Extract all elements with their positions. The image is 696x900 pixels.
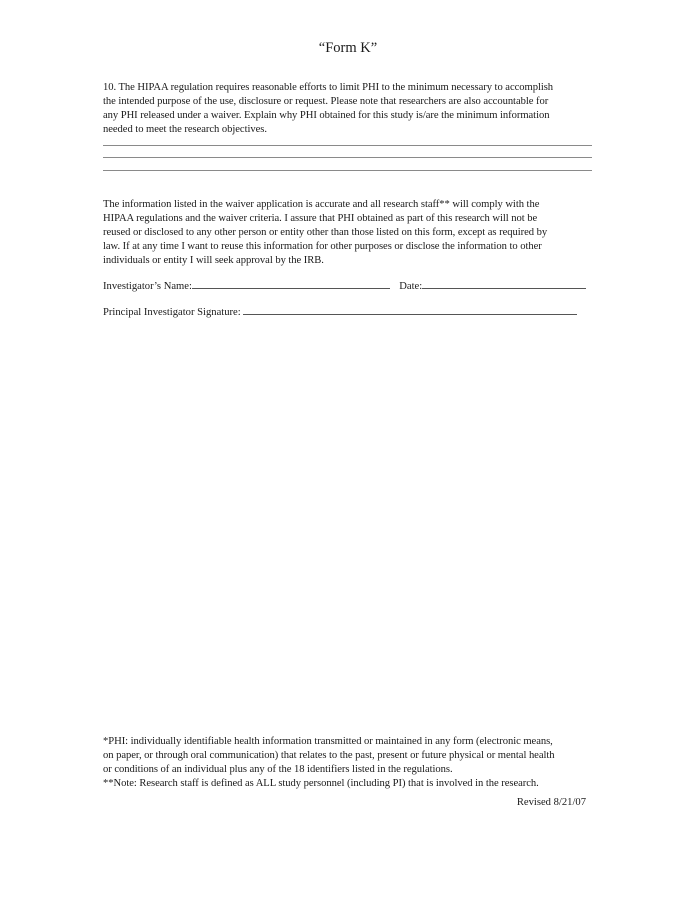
investigator-name-field[interactable] <box>192 277 390 289</box>
question-10-line: the intended purpose of the use, disclosure or request. Please note that researchers are also accountable for <box>103 95 549 107</box>
assurance-line: The information listed in the waiver application is accurate and all research staff** will comply with the <box>103 199 540 210</box>
answer-line-2[interactable] <box>103 157 592 158</box>
investigator-name-label: Investigator’s Name: <box>103 281 192 292</box>
answer-line-1[interactable] <box>103 145 592 146</box>
assurance-statement <box>103 198 595 268</box>
revision-date: Revised 8/21/07 <box>516 797 586 808</box>
footnote-line: on paper, or through oral communication) that relates to the past, present or future physical or mental health <box>103 749 555 761</box>
footnotes <box>103 735 598 791</box>
pi-signature-row <box>103 303 577 318</box>
date-field[interactable] <box>422 277 586 289</box>
footnote-line: *PHI: individually identifiable health information transmitted or maintained in any form (electronic means, <box>103 736 553 747</box>
form-title: “Form K” <box>318 40 378 56</box>
investigator-name-row <box>103 277 586 292</box>
footnote-line: **Note: Research staff is defined as ALL study personnel (including PI) that is involved in the research. <box>103 777 539 789</box>
pi-signature-field[interactable] <box>243 303 577 315</box>
assurance-line: individuals or entity I will seek approval by the IRB. <box>103 254 324 266</box>
question-10-text <box>103 81 595 137</box>
pi-signature-label: Principal Investigator Signature: <box>103 307 241 318</box>
assurance-line: reused or disclosed to any other person or entity other than those listed on this form, except as required by <box>103 226 548 238</box>
question-10-line: needed to meet the research objectives. <box>103 123 267 135</box>
date-label: Date: <box>399 281 423 292</box>
footnote-line: or conditions of an individual plus any of the 18 identifiers listed in the regulations. <box>103 763 453 775</box>
assurance-line: HIPAA regulations and the waiver criteria. I assure that PHI obtained as part of this research will not be <box>103 212 538 224</box>
assurance-line: law. If at any time I want to reuse this information for other purposes or disclose the information to other <box>103 240 542 252</box>
question-10-line: 10. The HIPAA regulation requires reasonable efforts to limit PHI to the minimum necessary to accomplish <box>103 82 554 93</box>
question-10-line: any PHI released under a waiver. Explain why PHI obtained for this study is/are the minimum information <box>103 109 550 121</box>
answer-line-3[interactable] <box>103 170 592 171</box>
